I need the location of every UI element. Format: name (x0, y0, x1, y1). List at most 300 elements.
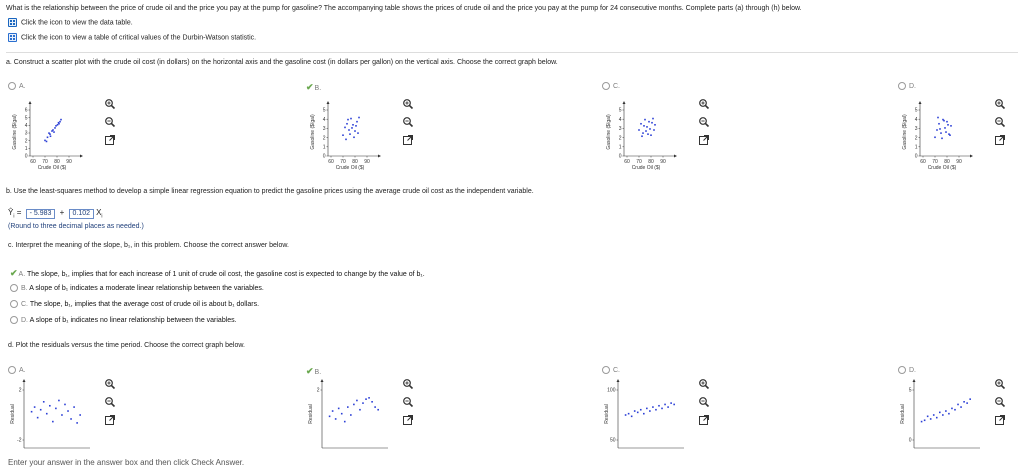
data-point (645, 130, 647, 132)
x-axis-label: Crude Oil ($) (927, 165, 957, 171)
option-letter: D. (909, 366, 916, 374)
pop-out-icon[interactable] (698, 134, 710, 146)
x-tick-label: 60 (624, 159, 630, 165)
zoom-out-icon[interactable] (402, 116, 414, 128)
y-axis-arrow (913, 379, 916, 382)
data-table-link-label[interactable]: Click the icon to view the data table. (21, 19, 133, 27)
option-letter: C. (613, 82, 620, 90)
option-a[interactable] (8, 82, 26, 90)
y-tick-label: 100 (607, 387, 616, 394)
data-point (957, 404, 959, 406)
y-tick-label: 5 (914, 107, 918, 114)
data-point (670, 402, 672, 404)
pop-out-icon[interactable] (994, 134, 1006, 146)
data-point (51, 130, 53, 132)
y-tick-label: 2 (316, 387, 320, 394)
divider (6, 52, 1018, 53)
data-point (362, 402, 364, 404)
data-point (652, 406, 654, 408)
data-point (946, 121, 948, 123)
data-point (640, 409, 642, 411)
data-point (643, 413, 645, 415)
answer-option-b[interactable] (10, 284, 264, 292)
data-point (43, 401, 45, 403)
data-point (55, 408, 57, 410)
pop-out-icon[interactable] (104, 134, 116, 146)
y-axis-label: Residual (10, 404, 16, 424)
scatter-plot (306, 92, 386, 180)
data-point (655, 409, 657, 411)
y-tick-label: 5 (908, 387, 912, 394)
residual-plot (898, 374, 988, 454)
data-point (70, 418, 72, 420)
data-point (652, 118, 654, 120)
radio-icon[interactable] (898, 366, 906, 374)
data-point (930, 418, 932, 420)
zoom-in-icon[interactable] (698, 98, 710, 110)
y-tick-label: 3 (914, 126, 918, 133)
radio-icon[interactable] (10, 300, 18, 308)
option-d[interactable] (898, 366, 916, 374)
data-point (658, 405, 660, 407)
data-point (949, 134, 951, 136)
x-axis-arrow (378, 155, 381, 158)
data-point (644, 119, 646, 121)
yhat-symbol: Ŷ (8, 208, 14, 217)
data-point (47, 136, 49, 138)
data-point (365, 398, 367, 400)
plus-sign: + (59, 208, 65, 217)
y-tick-label: 4 (618, 116, 622, 123)
x-tick-label: 90 (956, 159, 962, 165)
radio-icon[interactable] (602, 82, 610, 90)
y-tick-label: 0 (914, 153, 918, 160)
data-point (60, 119, 62, 121)
x-tick-label: 90 (660, 159, 666, 165)
data-point (938, 123, 940, 125)
data-point (59, 121, 61, 123)
data-point (950, 125, 952, 127)
data-point (640, 123, 642, 125)
zoom-out-icon[interactable] (104, 116, 116, 128)
data-point (52, 421, 54, 423)
data-point (341, 413, 343, 415)
data-point (966, 402, 968, 404)
data-point (951, 408, 953, 410)
pop-out-icon[interactable] (402, 414, 414, 426)
x-tick-label: 80 (648, 159, 654, 165)
answer-option-a[interactable] (10, 268, 425, 279)
data-point (942, 414, 944, 416)
y-tick-label: 4 (24, 123, 28, 130)
y-axis-label: Gasoline ($/gal) (12, 114, 18, 150)
data-point (49, 405, 51, 407)
y-tick-label: 3 (322, 126, 326, 133)
radio-icon[interactable] (8, 366, 16, 374)
data-point (638, 129, 640, 131)
y-tick-label: 5 (618, 107, 622, 114)
data-point (64, 404, 66, 406)
data-point (664, 404, 666, 406)
option-text: The slope, b₁, implies that for each increase of 1 unit of crude oil cost, the gasoline cost is expected to change by the value of b₁. (26, 271, 425, 278)
y-axis-arrow (617, 379, 620, 382)
check-icon: ✔ (10, 268, 18, 278)
data-point (631, 416, 633, 418)
data-point (354, 130, 356, 132)
x-subscript: i (101, 213, 103, 220)
option-c[interactable] (602, 366, 620, 374)
data-point (651, 122, 653, 124)
radio-icon[interactable] (10, 284, 18, 292)
data-point (335, 418, 337, 420)
y-axis-label: Gasoline ($/gal) (606, 114, 612, 150)
data-point (941, 138, 943, 140)
residual-plot (306, 374, 396, 454)
y-tick-label: 0 (24, 153, 28, 160)
data-point (628, 413, 630, 415)
data-point (329, 416, 331, 418)
part-a-prompt: a. Construct a scatter plot with the crude oil cost (in dollars) on the horizontal axis and the gasoline cost (in dollars per gallon) on the vertical axis. Choose the correct graph below. (6, 59, 558, 66)
y-tick-label: -2 (17, 437, 22, 444)
data-point (37, 417, 39, 419)
residual-plot (8, 374, 98, 454)
data-point (927, 416, 929, 418)
y-tick-label: 2 (18, 387, 22, 394)
x-tick-label: 80 (352, 159, 358, 165)
pop-out-icon[interactable] (698, 414, 710, 426)
scatter-plot-option (602, 80, 722, 180)
option-letter: B. (314, 369, 322, 376)
y-axis-label: Residual (308, 404, 314, 424)
option-letter: C. (613, 366, 620, 374)
data-point (357, 132, 359, 134)
y-tick-label: 0 (618, 153, 622, 160)
y-tick-label: 1 (618, 144, 622, 151)
y-tick-label: 1 (322, 144, 326, 151)
data-point (46, 141, 48, 143)
data-point (67, 410, 69, 412)
data-point (654, 124, 656, 126)
y-tick-label: 2 (914, 135, 918, 142)
data-point (963, 401, 965, 403)
intercept-input[interactable]: - 5.983 (26, 209, 56, 219)
y-axis-label: Gasoline ($/gal) (902, 114, 908, 150)
radio-icon[interactable] (602, 366, 610, 374)
option-text: A slope of b₁ indicates a moderate linear relationship between the variables. (29, 284, 264, 292)
data-point (346, 123, 348, 125)
data-point (937, 117, 939, 119)
check-icon: ✔ (306, 366, 314, 376)
yhat-subscript: i (13, 213, 15, 220)
residual-plot (602, 374, 692, 454)
y-tick-label: 1 (24, 146, 28, 153)
data-point (944, 127, 946, 129)
data-point (34, 406, 36, 408)
data-point (55, 125, 57, 127)
residual-plot-option (602, 364, 722, 454)
data-point (969, 398, 971, 400)
option-text: A slope of b₁ indicates no linear relationship between the variables. (29, 316, 237, 324)
zoom-out-icon[interactable] (698, 396, 710, 408)
zoom-out-icon[interactable] (994, 396, 1006, 408)
y-axis-arrow (919, 101, 922, 104)
data-point (76, 422, 78, 424)
data-point (348, 129, 350, 131)
data-point (646, 126, 648, 128)
x-tick-label: 60 (920, 159, 926, 165)
y-axis-arrow (327, 101, 330, 104)
data-point (31, 411, 33, 413)
data-point (347, 406, 349, 408)
x-tick-label: 70 (42, 159, 48, 165)
y-tick-label: 0 (322, 153, 326, 160)
data-point (50, 135, 52, 137)
data-point (943, 120, 945, 122)
data-point (356, 121, 358, 123)
data-point (374, 406, 376, 408)
data-table-link[interactable] (8, 18, 133, 27)
y-tick-label: 1 (914, 144, 918, 151)
option-text: The slope, b₁, implies that the average cost of crude oil is about b₁ dollars. (29, 300, 260, 308)
x-tick-label: 90 (364, 159, 370, 165)
option-letter: C. (21, 300, 30, 308)
part-d-prompt: d. Plot the residuals versus the time period. Choose the correct graph below. (8, 342, 245, 349)
data-point (368, 397, 370, 399)
residual-plot-option (306, 364, 426, 454)
x-tick-label: 70 (932, 159, 938, 165)
option-a[interactable] (8, 366, 26, 374)
option-letter: A. (19, 366, 26, 374)
x-axis-label: Crude Oil ($) (335, 165, 365, 171)
pop-out-icon[interactable] (402, 134, 414, 146)
data-point (332, 410, 334, 412)
part-b-prompt: b. Use the least-squares method to develop a simple linear regression equation to predict the gasoline prices using the average crude oil cost as the independent variable. (6, 188, 534, 195)
x-symbol: X (96, 208, 102, 217)
data-point (53, 131, 55, 133)
zoom-in-icon[interactable] (402, 378, 414, 390)
data-point (933, 414, 935, 416)
data-point (48, 132, 50, 134)
y-axis-label: Gasoline ($/gal) (310, 114, 316, 150)
data-point (649, 128, 651, 130)
y-tick-label: 3 (24, 130, 28, 137)
zoom-out-icon[interactable] (698, 116, 710, 128)
data-point (641, 135, 643, 137)
y-axis-arrow (623, 101, 626, 104)
scatter-plot-option (306, 80, 426, 180)
y-tick-label: 4 (914, 116, 918, 123)
check-icon: ✔ (306, 82, 314, 92)
data-point (40, 409, 42, 411)
zoom-in-icon[interactable] (994, 378, 1006, 390)
data-point (921, 421, 923, 423)
zoom-out-icon[interactable] (104, 396, 116, 408)
data-point (345, 139, 347, 141)
data-point (351, 127, 353, 129)
data-point (338, 408, 340, 410)
data-point (939, 128, 941, 130)
y-tick-label: 0 (908, 437, 912, 444)
part-c-prompt: c. Interpret the meaning of the slope, b₁, in this problem. Choose the correct answer below. (8, 242, 289, 249)
y-axis-arrow (29, 101, 32, 104)
option-letter: B. (314, 85, 322, 92)
data-point (643, 125, 645, 127)
x-tick-label: 60 (328, 159, 334, 165)
x-axis-label: Crude Oil ($) (37, 165, 67, 171)
zoom-out-icon[interactable] (994, 116, 1006, 128)
y-tick-label: 5 (322, 107, 326, 114)
x-axis-arrow (80, 155, 83, 158)
option-letter: A. (18, 271, 27, 278)
data-point (924, 419, 926, 421)
data-point (673, 404, 675, 406)
x-tick-label: 90 (66, 159, 72, 165)
y-tick-label: 2 (618, 135, 622, 142)
data-point (350, 118, 352, 120)
data-point (647, 133, 649, 135)
data-point (954, 409, 956, 411)
data-point (648, 121, 650, 123)
y-axis-arrow (321, 379, 324, 382)
answer-option-c[interactable] (10, 300, 259, 308)
x-tick-label: 70 (340, 159, 346, 165)
data-point (58, 400, 60, 402)
scatter-plot-option (898, 80, 1018, 180)
zoom-in-icon[interactable] (104, 378, 116, 390)
y-axis-arrow (23, 379, 26, 382)
data-point (377, 409, 379, 411)
data-table-icon[interactable] (8, 33, 17, 42)
radio-icon[interactable] (8, 82, 16, 90)
option-letter: A. (19, 82, 26, 90)
residual-plot-option (8, 364, 128, 454)
regression-equation (8, 208, 103, 220)
data-point (44, 140, 46, 142)
y-axis-label: Residual (604, 404, 610, 424)
rounding-note: (Round to three decimal places as needed.) (8, 223, 144, 230)
data-point (642, 132, 644, 134)
y-axis-label: Residual (900, 404, 906, 424)
data-point (347, 119, 349, 121)
scatter-plot (8, 92, 88, 180)
x-tick-label: 80 (944, 159, 950, 165)
data-point (948, 413, 950, 415)
y-tick-label: 3 (618, 126, 622, 133)
data-point (359, 409, 361, 411)
data-point (625, 414, 627, 416)
data-point (667, 406, 669, 408)
data-point (58, 122, 60, 124)
option-letter: D. (21, 316, 30, 324)
data-point (934, 136, 936, 138)
scatter-plot (898, 92, 978, 180)
data-point (46, 413, 48, 415)
equals-sign: = (16, 208, 22, 217)
data-point (650, 134, 652, 136)
y-tick-label: 5 (24, 115, 28, 122)
data-point (947, 124, 949, 126)
data-point (352, 124, 354, 126)
data-point (371, 401, 373, 403)
option-letter: B. (21, 284, 30, 292)
data-point (344, 421, 346, 423)
x-tick-label: 70 (636, 159, 642, 165)
data-point (649, 410, 651, 412)
data-point (945, 131, 947, 133)
x-axis-arrow (674, 155, 677, 158)
x-tick-label: 60 (30, 159, 36, 165)
y-tick-label: 2 (24, 138, 28, 145)
y-tick-label: 2 (322, 135, 326, 142)
data-point (646, 408, 648, 410)
y-tick-label: 4 (322, 116, 326, 123)
data-point (637, 412, 639, 414)
data-point (350, 414, 352, 416)
data-point (358, 117, 360, 119)
radio-icon[interactable] (10, 316, 18, 324)
x-axis-label: Crude Oil ($) (631, 165, 661, 171)
data-point (945, 410, 947, 412)
y-tick-label: 50 (609, 437, 616, 444)
zoom-out-icon[interactable] (402, 396, 414, 408)
data-point (936, 129, 938, 131)
zoom-in-icon[interactable] (104, 98, 116, 110)
data-point (653, 129, 655, 131)
x-axis-arrow (970, 155, 973, 158)
data-table-icon[interactable] (8, 18, 17, 27)
durbin-watson-link-label[interactable]: Click the icon to view a table of critical values of the Durbin-Watson statistic. (21, 34, 257, 42)
scatter-plot-option (8, 80, 128, 180)
x-tick-label: 80 (54, 159, 60, 165)
footer-instruction: Enter your answer in the answer box and then click Check Answer. (8, 458, 245, 467)
slope-input[interactable]: 0.102 (69, 209, 95, 219)
pop-out-icon[interactable] (994, 414, 1006, 426)
data-point (54, 127, 56, 129)
option-c[interactable] (602, 82, 620, 90)
data-point (57, 124, 59, 126)
durbin-watson-link[interactable] (8, 33, 256, 42)
answer-option-d[interactable] (10, 316, 237, 324)
question-intro: What is the relationship between the price of crude oil and the price you pay at the pump for gasoline? The accompanying table shows the prices of crude oil and the price you pay at the pump for 24 consecutive months. Complete parts (a) through (h) below. (6, 5, 802, 12)
data-point (355, 125, 357, 127)
data-point (634, 410, 636, 412)
radio-icon[interactable] (898, 82, 906, 90)
data-point (353, 404, 355, 406)
data-point (342, 134, 344, 136)
pop-out-icon[interactable] (104, 414, 116, 426)
scatter-plot (602, 92, 682, 180)
data-point (940, 132, 942, 134)
data-point (960, 406, 962, 408)
data-point (73, 406, 75, 408)
data-point (939, 412, 941, 414)
data-point (349, 133, 351, 135)
data-point (353, 136, 355, 138)
zoom-in-icon[interactable] (698, 378, 710, 390)
data-point (344, 127, 346, 129)
zoom-in-icon[interactable] (994, 98, 1006, 110)
data-point (661, 408, 663, 410)
y-tick-label: 6 (24, 107, 28, 114)
option-d[interactable] (898, 82, 916, 90)
residual-plot-option (898, 364, 1018, 454)
zoom-in-icon[interactable] (402, 98, 414, 110)
data-point (61, 414, 63, 416)
data-point (79, 414, 81, 416)
option-letter: D. (909, 82, 916, 90)
data-point (356, 400, 358, 402)
data-point (936, 417, 938, 419)
